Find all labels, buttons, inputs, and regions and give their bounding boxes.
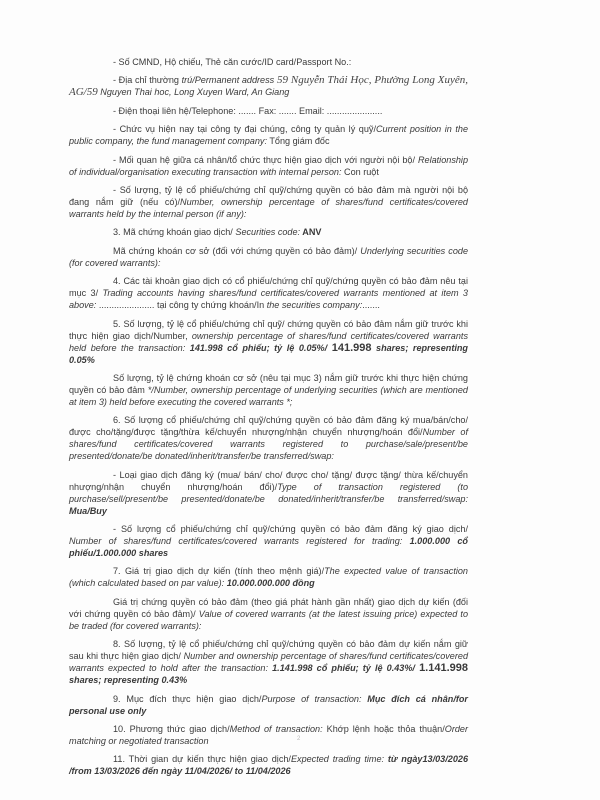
relationship: - Mối quan hệ giữa cá nhân/tổ chức thực hiện giao dịch với người nội bộ/ Relationship of individual/organisation executing transaction with internal person: Con ruột: [69, 154, 468, 177]
underlying-held: Số lượng, tỷ lệ chứng khoán cơ sở (nêu tại mục 3) nắm giữ trước khi thực hiện chứng quyền có bảo đảm */Number, ownership percentage of underlying securities (which are mentioned at item 3) held before executing the covered warrants *;: [69, 372, 468, 407]
item-5-held-before: 5. Số lượng, tỷ lệ cổ phiếu/chứng chỉ quỹ/ chứng quyền có bảo đảm nắm giữ trước khi thực hiện giao dịch/Number, ownership percentage of shares/fund certificates/covered warrants held before the transaction: 141.998 cổ phiếu; tỷ lệ 0.05%/ 141.998 shares; representing 0.05%: [69, 318, 468, 365]
document-body: [69, 56, 468, 784]
item-7-expected-value: 7. Giá trị giao dịch dự kiến (tính theo mệnh giá)/The expected value of transaction (which calculated based on par value): 10.000.000.000 đồng: [69, 566, 468, 589]
item-6-registered: 6. Số lượng cổ phiếu/chứng chỉ quỹ/chứng quyền có bảo đảm đăng ký mua/bán/cho/được cho/tặng/được tặng/thừa kế/chuyển nhượng/nhận chuyển nhượng/hoán đổi/Number of shares/fund certificates/covered warrants registered to purchase/sale/present/be presented/donate/be donated/inherit/transfer/be transferred/swap:: [69, 415, 468, 462]
id-passport-line: - Số CMND, Hộ chiếu, Thẻ căn cước/ID card/Passport No.:: [113, 57, 352, 67]
item-9-purpose: 9. Mục đích thực hiện giao dịch/Purpose of transaction: Mục đích cá nhân/for personal use only: [69, 693, 468, 716]
permanent-address: - Địa chỉ thường trú/Permanent address 59 Nguyễn Thái Học, Phường Long Xuyên, AG/59 Nguyen Thai hoc, Long Xuyen Ward, An Giang: [69, 74, 468, 99]
page-number: 2: [297, 736, 301, 742]
quantity-registered: - Số lượng cổ phiếu/chứng chỉ quỹ/chứng quyền có bảo đảm đăng ký giao dịch/ Number of shares/fund certificates/covered warrants registered for trading: 1.000.000 cổ phiếu/1.000.000 shares: [69, 524, 468, 559]
item-4-accounts: 4. Các tài khoản giao dịch có cổ phiếu/chứng chỉ quỹ/chứng quyền có bảo đảm nêu tại mục 3/ Trading accounts having shares/fund certificates/covered warrants mentioned at item 3 above: ...................... tại công ty chứng khoán/In the securities company:.......: [69, 276, 468, 311]
transaction-type: - Loại giao dịch đăng ký (mua/ bán/ cho/ được cho/ tặng/ được tặng/ thừa kế/chuyển nhượng/nhận chuyển nhượng/hoán đổi)/Type of transaction registered (to purchase/sell/present/be presented/donate/be donated/inherit/transfer/be transferred/swap: Mua/Buy: [69, 469, 469, 516]
item-10-method: 10. Phương thức giao dịch/Method of transaction: Khớp lệnh hoặc thỏa thuận/Order matching or negotiated transaction: [69, 724, 468, 747]
underlying-code: Mã chứng khoán cơ sở (đối với chứng quyền có bảo đảm)/ Underlying securities code (for covered warrants):: [69, 245, 469, 268]
contact-line: - Điện thoại liên hệ/Telephone: ....... Fax: ....... Email: ......................: [113, 105, 383, 116]
current-position: - Chức vụ hiện nay tại công ty đại chúng, công ty quản lý quỹ/Current position in the public company, the fund management company: Tổng giám đốc: [69, 124, 469, 147]
handwritten-address: 59 Nguyễn Thái Học, Phường Long Xuyên, AG/59: [69, 74, 468, 99]
item-11-trading-time: 11. Thời gian dự kiến thực hiện giao dịch/Expected trading time: từ ngày13/03/2026 /from 13/03/2026 đến ngày 11/04/2026/ to 11/04/2026: [69, 754, 468, 777]
item-3-securities-code: 3. Mã chứng khoán giao dịch/ Securities code: ANV: [113, 227, 322, 238]
item-8-held-after: 8. Số lượng, tỷ lệ cổ phiếu/chứng chỉ quỹ/chứng quyền có bảo đảm dự kiến nắm giữ sau khi thực hiện giao dịch/ Number and ownership percentage of shares/fund certificates/covered warrants expected to hold after the transaction: 1.141.998 cổ phiếu; tỷ lệ 0.43%/ 1.141.998 shares; representing 0.43%: [69, 639, 468, 686]
warrant-value: Giá trị chứng quyền có bảo đảm (theo giá phát hành gần nhất) giao dịch dự kiến (đối với chứng quyền có bảo đảm)/ Value of covered warrants (at the latest issuing price) expected to be traded (for covered warrants):: [69, 596, 469, 631]
held-by-internal: - Số lượng, tỷ lệ cổ phiếu/chứng chỉ quỹ/chứng quyền có bảo đảm mà người nội bộ đang nắm giữ (nếu có)/Number, ownership percentage of shares/fund certificates/covered warrants held by the internal person (if any):: [69, 184, 468, 219]
